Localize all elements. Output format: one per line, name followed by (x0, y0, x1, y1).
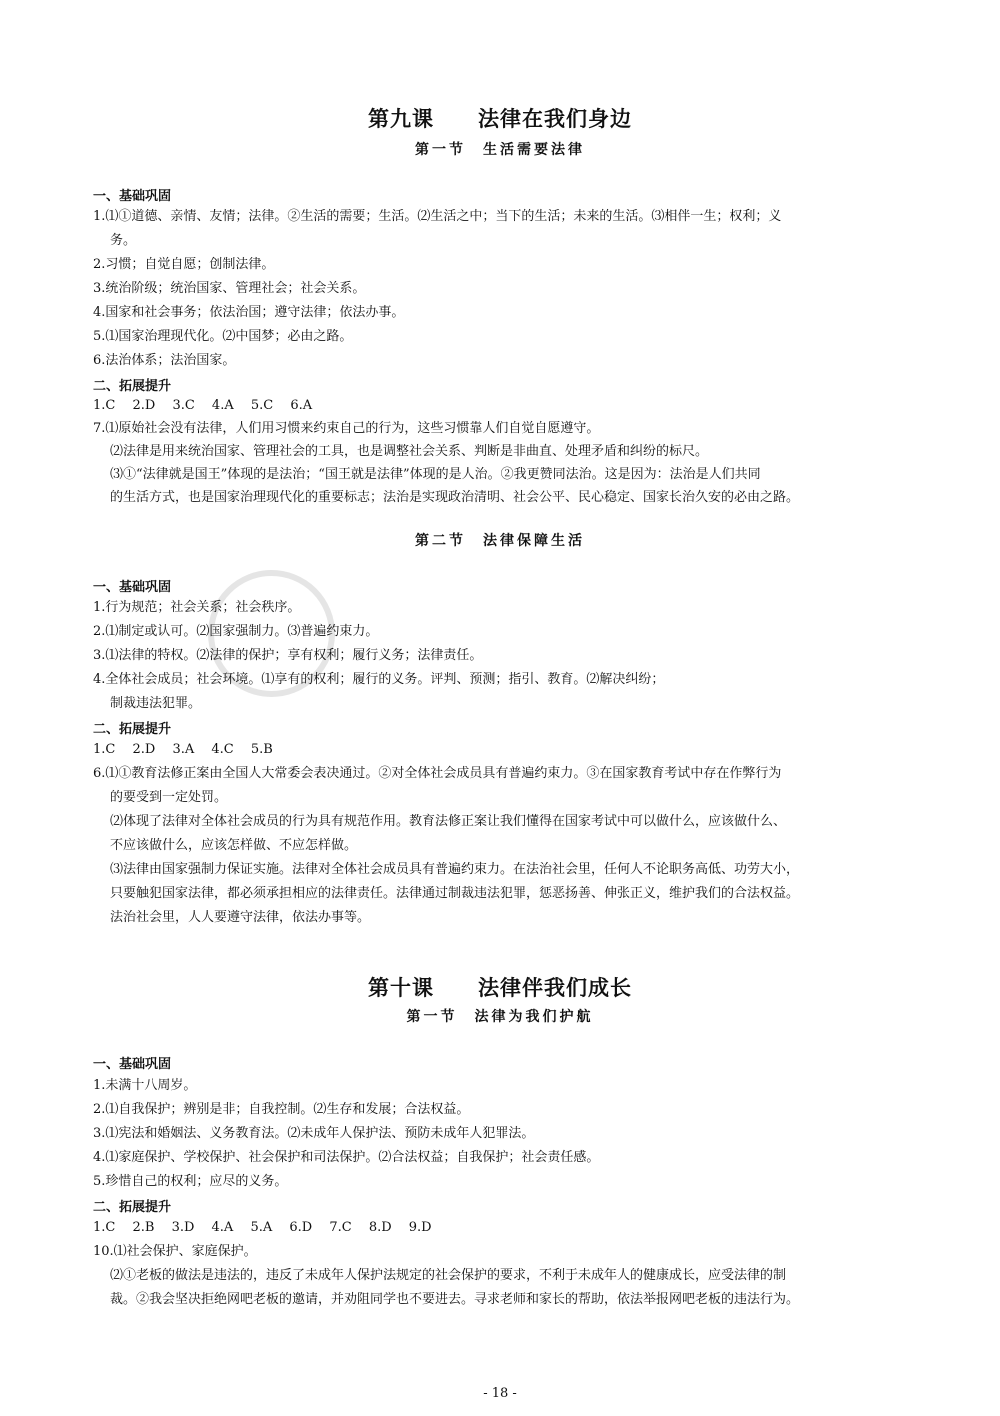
answer-line: 的要受到一定处罚。 (110, 790, 228, 805)
answer-line: 1.C 2.D 3.C 4.A 5.C 6.A (93, 398, 313, 413)
answer-line: 1.⑴①道德、亲情、友情；法律。②生活的需要；生活。⑵生活之中；当下的生活；未来的生活。⑶相伴一生；权利；义 (93, 209, 782, 224)
extension-heading: 二、拓展提升 (93, 1200, 172, 1215)
answer-line: 不应该做什么，应该怎样做、不应怎样做。 (110, 838, 358, 853)
answer-line: 7.⑴原始社会没有法律，人们用习惯来约束自己的行为，这些习惯靠人们自觉自愿遵守。 (93, 421, 600, 436)
answer-line: ⑶法律由国家强制力保证实施。法律对全体社会成员具有普遍约束力。在法治社会里，任何人不论职务高低、功劳大小， (110, 862, 800, 877)
answer-line: 2.⑴自我保护；辨别是非；自我控制。⑵生存和发展；合法权益。 (93, 1102, 470, 1117)
answer-line: 的生活方式，也是国家治理现代化的重要标志；法治是实现政治清明、社会公平、民心稳定、国家长治久安的必由之路。 (110, 490, 800, 505)
answer-line: ⑶①“法律就是国王”体现的是法治；“国王就是法律”体现的是人治。②我更赞同法治。这是因为：法治是人们共同 (110, 467, 761, 482)
answer-line: 5.⑴国家治理现代化。⑵中国梦；必由之路。 (93, 329, 353, 344)
answer-line: 务。 (110, 233, 137, 248)
lesson-9-title: 第九课 法律在我们身边 (368, 107, 632, 131)
answer-line: ⑵体现了法律对全体社会成员的行为具有规范作用。教育法修正案让我们懂得在国家考试中可以做什么，应该做什么、 (110, 814, 787, 829)
basic-heading: 一、基础巩固 (93, 580, 172, 595)
answer-line: 裁。②我会坚决拒绝网吧老板的邀请，并劝阻同学也不要进去。寻求老师和家长的帮助，依法举报网吧老板的违法行为。 (110, 1292, 800, 1307)
answer-line: 只要触犯国家法律，都必须承担相应的法律责任。法律通过制裁违法犯罪，惩恶扬善、伸张正义，维护我们的合法权益。 (110, 886, 800, 901)
page-number: - 18 - (483, 1386, 517, 1401)
answer-line: 4.国家和社会事务；依法治国；遵守法律；依法办事。 (93, 305, 405, 320)
answer-line: 1.未满十八周岁。 (93, 1078, 197, 1093)
extension-heading: 二、拓展提升 (93, 379, 172, 394)
answer-line: 5.珍惜自己的权利；应尽的义务。 (93, 1174, 288, 1189)
extension-heading: 二、拓展提升 (93, 722, 172, 737)
basic-heading: 一、基础巩固 (93, 189, 172, 204)
answer-line: 3.⑴法律的特权。⑵法律的保护；享有权利；履行义务；法律责任。 (93, 648, 483, 663)
answer-line: 6.⑴①教育法修正案由全国人大常委会表决通过。②对全体社会成员具有普遍约束力。③在国家教育考试中存在作弊行为 (93, 766, 782, 781)
answer-line: ⑵法律是用来统治国家、管理社会的工具，也是调整社会关系、判断是非曲直、处理矛盾和纠纷的标尺。 (110, 444, 709, 459)
lesson-10-title: 第十课 法律伴我们成长 (368, 976, 632, 1000)
lesson-10-section-1-title: 第一节 法律为我们护航 (406, 1009, 594, 1025)
answer-line: 3.统治阶级；统治国家、管理社会；社会关系。 (93, 281, 366, 296)
lesson-9-section-2-title: 第二节 法律保障生活 (415, 533, 585, 549)
answer-line: 制裁违法犯罪。 (110, 696, 202, 711)
answer-line: 2.习惯；自觉自愿；创制法律。 (93, 257, 275, 272)
answer-line: 3.⑴宪法和婚姻法、义务教育法。⑵未成年人保护法、预防未成年人犯罪法。 (93, 1126, 535, 1141)
answer-line: 法治社会里，人人要遵守法律，依法办事等。 (110, 910, 371, 925)
answer-line: 4.全体社会成员；社会环境。⑴享有的权利；履行的义务。评判、预测；指引、教育。⑵解决纠纷； (93, 672, 665, 687)
answer-line: 10.⑴社会保护、家庭保护。 (93, 1244, 257, 1259)
answer-line: 6.法治体系；法治国家。 (93, 353, 236, 368)
answer-line: 2.⑴制定或认可。⑵国家强制力。⑶普遍约束力。 (93, 624, 379, 639)
answer-line: 1.C 2.D 3.A 4.C 5.B (93, 742, 273, 757)
answer-line: 4.⑴家庭保护、学校保护、社会保护和司法保护。⑵合法权益；自我保护；社会责任感。 (93, 1150, 600, 1165)
answer-line: 1.C 2.B 3.D 4.A 5.A 6.D 7.C 8.D 9.D (93, 1220, 432, 1235)
lesson-9-section-1-title: 第一节 生活需要法律 (415, 142, 585, 158)
answer-line: ⑵①老板的做法是违法的，违反了未成年人保护法规定的社会保护的要求，不利于未成年人的健康成长，应受法律的制 (110, 1268, 787, 1283)
answer-line: 1.行为规范；社会关系；社会秩序。 (93, 600, 301, 615)
basic-heading: 一、基础巩固 (93, 1057, 172, 1072)
